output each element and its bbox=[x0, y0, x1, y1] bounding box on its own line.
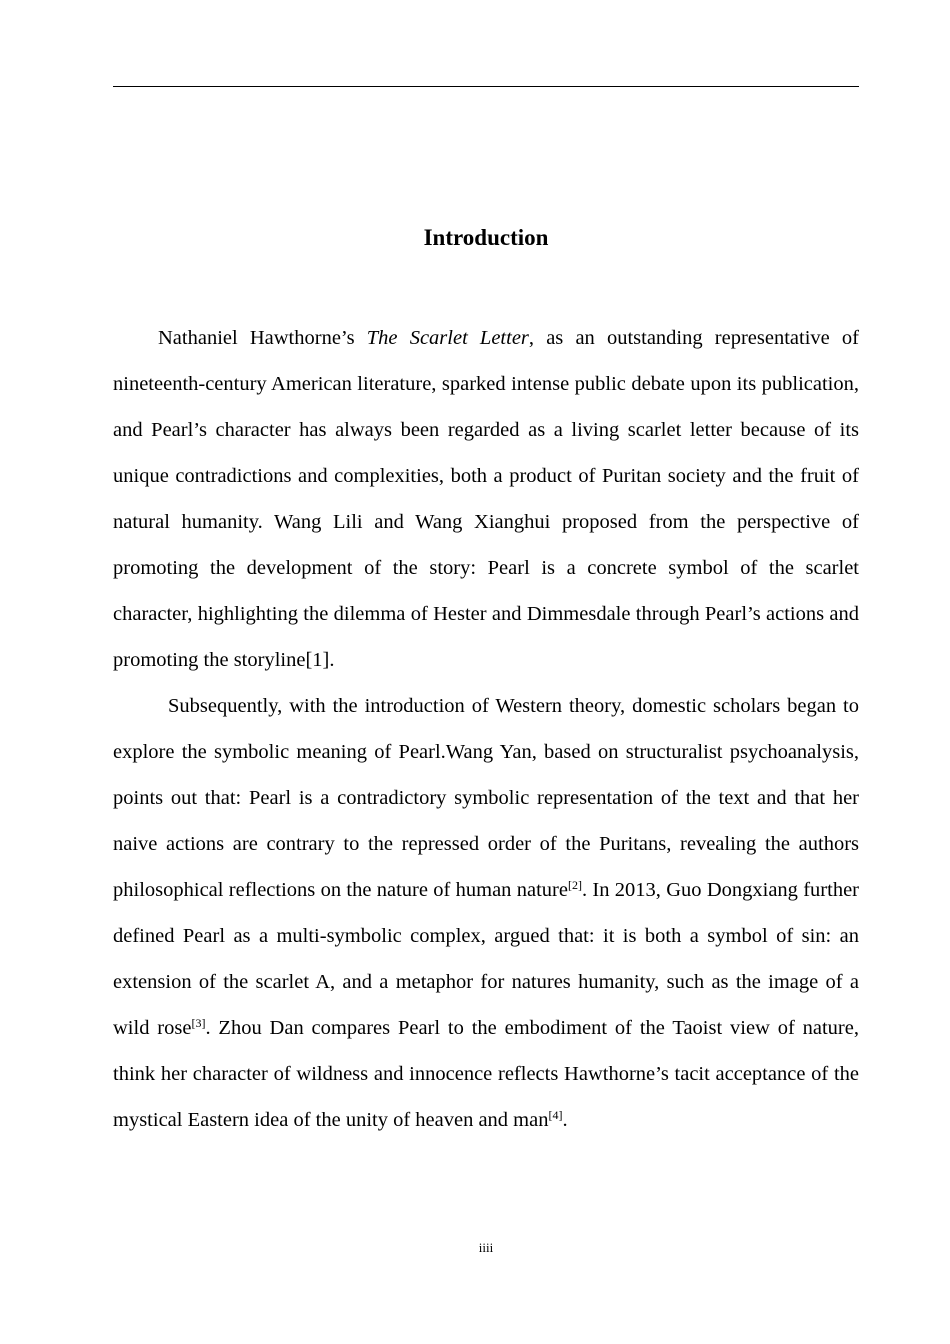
citation-2: [2] bbox=[567, 877, 582, 892]
paragraph-1-lead: Nathaniel Hawthorne’s bbox=[158, 327, 367, 349]
citation-3: [3] bbox=[191, 1015, 206, 1030]
page-number: iiii bbox=[478, 1240, 494, 1255]
paragraph-1-body: , as an outstanding representative of nineteenth-century American literature, sparked intense public debate upon its publication, and Pearl’s character has always been regarded as a living scarlet letter because of its unique contradictions and complexities, both a product of Puritan society and the fruit of natural humanity. Wang Lili and Wang Xianghui proposed from the perspective of promoting the development of the story: Pearl is a concrete symbol of the scarlet character, highlighting the dilemma of Hester and Dimmesdale through Pearl’s actions and promoting the storyline[1]. bbox=[113, 327, 859, 671]
book-title: The Scarlet Letter bbox=[366, 327, 529, 349]
citation-4: [4] bbox=[548, 1107, 563, 1122]
paragraph-2-segment-1: Subsequently, with the introduction of Western theory, domestic scholars began to explore the symbolic meaning of Pearl.Wang Yan, based on structuralist psychoanalysis, points out that: Pearl is a contradictory symbolic representation of the text and that her naive actions are contrary to the repressed order of the Puritans, revealing the authors philosophical reflections on the nature of human nature bbox=[113, 695, 859, 901]
page-title: Introduction bbox=[423, 225, 549, 251]
paragraph-2-segment-4: . bbox=[562, 1109, 568, 1131]
header-rule bbox=[113, 86, 859, 87]
paragraph-1 bbox=[113, 315, 859, 683]
body-text bbox=[113, 315, 859, 1143]
paragraph-2-segment-2: . In 2013, Guo Dongxiang further defined Pearl as a multi-symbolic complex, argued that: it is both a symbol of sin: an extension of the scarlet A, and a metaphor for natures humanity, such as the image of a wild rose bbox=[113, 879, 859, 1039]
paragraph-2-segment-3: . Zhou Dan compares Pearl to the embodiment of the Taoist view of nature, think her character of wildness and innocence reflects Hawthorne’s tacit acceptance of the mystical Eastern idea of the unity of heaven and man bbox=[113, 1017, 859, 1131]
paragraph-2 bbox=[113, 683, 859, 1143]
